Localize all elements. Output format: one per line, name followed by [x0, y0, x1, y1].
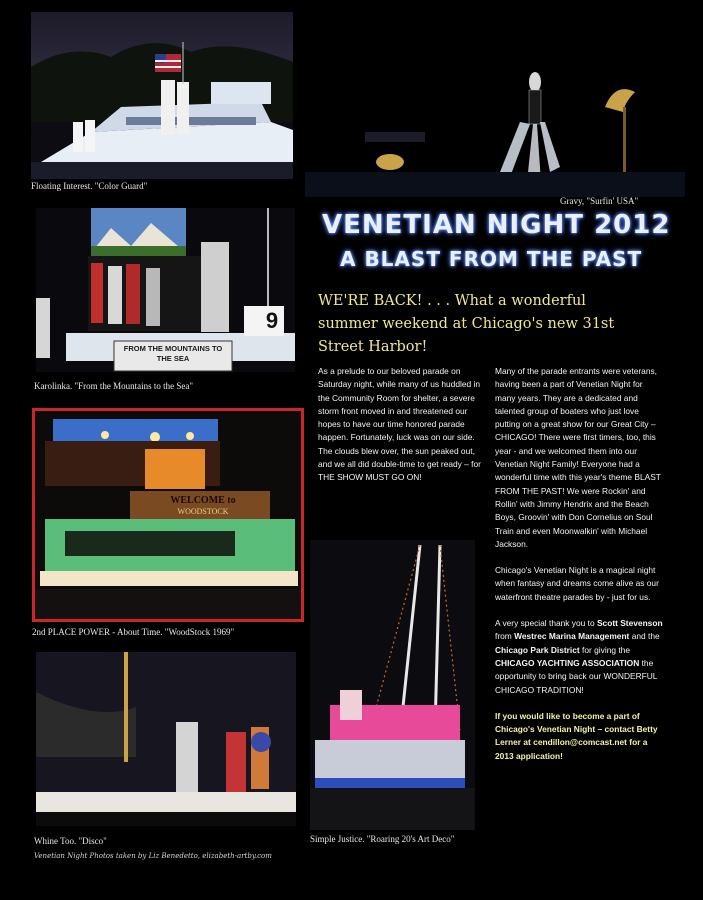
lead-paragraph: WE'RE BACK! . . . What a wonderful summer weekend at Chicago's new 31st Street Harbor!	[318, 293, 615, 355]
contact-info: If you would like to become a part of Chicago's Venetian Night – contact Betty Lerner at cendillon@comcast.net for a 2013 application!	[495, 710, 658, 761]
col1-paragraph-1: As a prelude to our beloved parade on Saturday night, while many of us huddled in the Community Room for shelter, a severe storm front moved in and threatened our hopes to have our time honored parade happen. Fortunately, luck was on our side. The clouds blew over, the sun peaked out, and we all did double-time to get ready – for THE SHOW MUST GO ON!	[318, 366, 481, 483]
woodstock-sign: WELCOME to	[170, 495, 236, 506]
caption-woodstock: 2nd PLACE POWER - About Time. "WoodStock 1969"	[32, 627, 235, 637]
photo-color-guard	[31, 12, 293, 179]
thanks-and: and the	[631, 631, 660, 642]
photo-karolinka	[36, 208, 295, 372]
body-column-1	[318, 365, 486, 498]
col2-paragraph-4	[495, 710, 663, 763]
thanks-giving: for giving the	[582, 644, 630, 655]
caption-roaring-20s: Simple Justice. "Roaring 20's Art Deco"	[310, 834, 455, 844]
caption-surfin-usa: Gravy, "Surfin' USA"	[560, 196, 639, 206]
thanks-from: from	[495, 631, 512, 642]
banner-text: FROM THE MOUNTAINS TO THE SEA	[123, 344, 223, 363]
roaring-20s-scene	[310, 540, 475, 830]
woodstock-sign-sub: WOODSTOCK	[177, 507, 229, 516]
photo-surfin-usa	[305, 12, 685, 197]
caption-karolinka: Karolinka. "From the Mountains to the Sea"	[34, 381, 194, 391]
col2-paragraph-3	[495, 617, 663, 697]
body-column-2	[495, 365, 663, 776]
thanks-person: Scott Stevenson	[596, 618, 663, 629]
thanks-org-2: Chicago Park District	[495, 644, 580, 655]
photo-disco	[36, 652, 296, 826]
col2-paragraph-2: Chicago's Venetian Night is a magical night when fantasy and dreams come alive as our waterfront theatre parades by - just for us.	[495, 565, 659, 602]
caption-color-guard: Floating Interest. "Color Guard"	[31, 181, 148, 191]
boat-number: 9	[265, 308, 279, 333]
article-subtitle: A BLAST FROM THE PAST	[340, 247, 643, 271]
thanks-intro: A very special thank you to	[495, 618, 595, 629]
color-guard-scene	[31, 12, 293, 179]
photo-roaring-20s	[310, 540, 475, 830]
photo-credit: Venetian Night Photos taken by Liz Benedetto, elizabeth-artby.com	[34, 852, 272, 860]
col2-paragraph-1: Many of the parade entrants were veterans, having been a part of Venetian Night for many years. They are a dedicated and talented group of boaters who just love putting on a great show for our Great City – CHICAGO! There were first timers, too, this year - and we welcomed them into our Venetian Night Family! Everyone had a wonderful time with this year's theme BLAST FROM THE PAST! We were Rockin' and Rollin' with Jimmy Hendrix and the Beach Boys, Groovin' with Don Cornelius on Soul Train and even Moonwalkin' with Michael Jackson.	[495, 366, 661, 549]
thanks-tradition: the opportunity to bring back our WONDERFUL CHICAGO TRADITION!	[495, 657, 658, 695]
thanks-org-3: CHICAGO YACHTING ASSOCIATION	[495, 657, 640, 668]
thanks-org-1: Westrec Marina Management	[514, 631, 630, 642]
caption-disco: Whine Too. "Disco"	[34, 836, 107, 846]
disco-scene	[36, 652, 296, 826]
photo-woodstock	[32, 408, 304, 622]
article-title: VENETIAN NIGHT 2012	[322, 210, 671, 240]
surfin-usa-scene	[305, 12, 685, 197]
